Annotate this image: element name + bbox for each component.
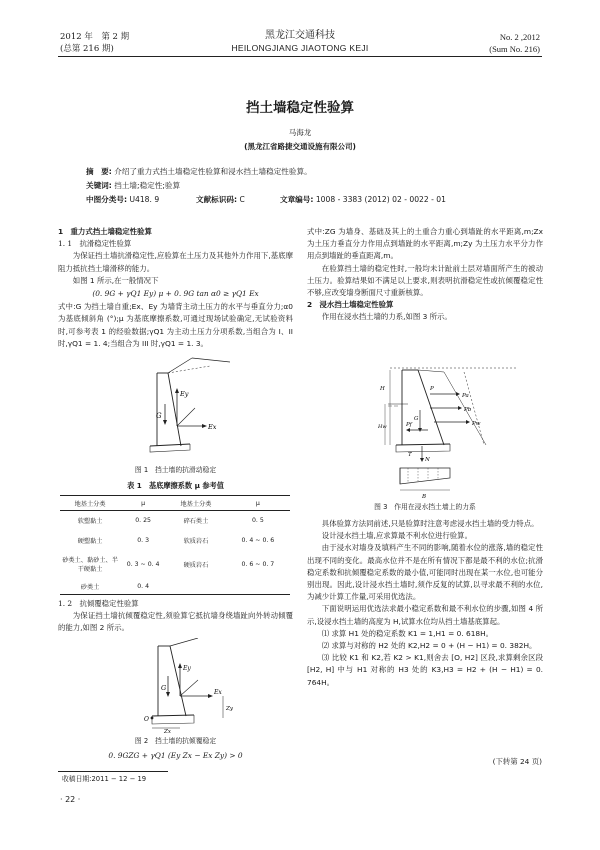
fig3-label-g: G (414, 416, 419, 422)
fig1-label-ey: Ey (180, 390, 189, 398)
continued-note: (下转第 24 页) (492, 757, 542, 766)
fig3-label-pf: Pf (406, 422, 412, 428)
fig2-label-o: O (144, 716, 149, 723)
table-row (60, 531, 290, 551)
step-3: ⑶ 比较 K1 和 K2,若 K2 > K1,则舍去 [O, H2] 区段,求算剩余区段 [H2, H] 中与 H1 对称的 H3 处的 K3,H3 = H2 + (H − H1) = 0. 764H。 (307, 653, 543, 687)
received-date: 收稿日期:2011 − 12 − 19 (62, 775, 147, 783)
paper-title: 挡土墙稳定性验算 (246, 100, 354, 116)
step-2: ⑵ 求算与对称的 H2 处的 K2,H2 = 0 + (H − H1) = 0. 382H。 (321, 641, 537, 651)
paragraph-1: 为保证挡土墙抗滑稳定性,应验算在土压力及其他外力作用下,基底摩阻力抵抗挡土墙滑移的能力。 (58, 251, 293, 273)
table-cell (166, 579, 226, 595)
fig2-label-ex: Ex (214, 689, 222, 696)
table-cell: 0. 4 ~ 0. 6 (241, 537, 275, 544)
fig3-label-p: P (430, 386, 434, 392)
keywords-text: 挡土墙;稳定性;验算 (114, 181, 181, 190)
table-cell: 软质岩石 (183, 538, 209, 545)
doc-code (196, 194, 245, 206)
paragraph-10: 由于浸水对墙身及填料产生不同的影响,随着水位的涨落,墙的稳定性出现不同的变化。最高水位并不是在所有情况下都是最不利的水位;抗滑稳定系数和抗倾覆稳定系数的最小值,可能同时出现在某一水位,也可能分别出现。因此,设计浸水挡土墙时,须作反复的试算,以寻求最不利的水位,为减少计算工作量,可采用优选法。 (307, 543, 543, 602)
fig3-label-pw: Pw (472, 421, 481, 427)
formula-sliding: (0. 9G + γQ1 Ey) μ + 0. 9G tan α0 ≥ γQ1 Ex (92, 289, 259, 299)
table-header-row (60, 496, 290, 511)
table-row (60, 511, 290, 531)
keywords-label: 关键词: (86, 181, 112, 190)
paragraph-5: 式中:ZG 为墙身、基础及其上的土重合力重心到墙趾的水平距离,m;Zx 为土压力垂直分力作用点到墙趾的水平距离,m;Zy 为土压力水平分力作用点到墙趾的垂直距离,m。 (307, 227, 543, 261)
paragraph-9: 设计浸水挡土墙,应求算最不利水位进行验算。 (321, 531, 472, 541)
table-cell: 砂类土、黏砂土、半干硬黏土 (62, 556, 118, 573)
table-cell: 软塑黏土 (77, 518, 103, 526)
article-no-value: 1008 - 3383 (2012) 02 - 0022 - 01 (315, 195, 446, 204)
paragraph-7: 作用在浸水挡土墙的力系,如图 3 所示。 (321, 312, 452, 322)
abstract-text: 介绍了重力式挡土墙稳定性验算和浸水挡土墙稳定性验算。 (114, 167, 312, 176)
keywords (86, 180, 180, 192)
fig2-label-zx: Zx (164, 729, 171, 733)
figure-3-caption: 图 3 作用在浸水挡土墙上的力系 (374, 503, 476, 511)
paragraph-11: 下面说明运用优选法求最小稳定系数和最不利水位的步骤,如图 4 所示,设浸水挡土墙的高度为 H,试算水位均从挡土墙基底算起。 (307, 604, 543, 626)
header-sum-number: (Sum No. 216) (489, 44, 540, 54)
table-header-cell: μ (226, 496, 290, 511)
table-cell: 碎石类土 (183, 518, 209, 526)
section-1-heading: 1 重力式挡土墙稳定性验算 (58, 227, 152, 236)
table-header-cell: 地基土分类 (60, 496, 120, 511)
header-rule (58, 56, 542, 57)
figure-3-submerged-wall-diagram (378, 360, 528, 500)
paragraph-2: 如图 1 所示,在一般情况下 (72, 275, 159, 285)
fig3-label-h: H (380, 386, 385, 392)
table-cell: 0. 25 (135, 517, 151, 525)
clc-number (86, 194, 159, 206)
page-number: · 22 · (60, 795, 81, 804)
fig3-label-pb: Pb (464, 407, 472, 413)
table-cell: 硬质岩石 (183, 562, 209, 569)
figure-2-caption: 图 2 挡土墙的抗倾覆稳定 (134, 737, 217, 745)
fig3-label-hw: Hw (378, 424, 387, 430)
header-issue: 2012 年 第 2 期 (60, 32, 130, 42)
table-cell: 0. 3 ~ 0. 4 (126, 561, 160, 568)
figure-1-caption: 图 1 挡土墙的抗滑动稳定 (134, 466, 217, 474)
paragraph-8: 具体验算方法同前述,只是验算时注意考虑浸水挡土墙的受力特点。 (321, 519, 539, 528)
table-cell: 硬塑黏土 (77, 538, 103, 545)
table-cell: 0. 6 ~ 0. 7 (241, 561, 275, 568)
section-2-heading: 2 浸水挡土墙稳定性验算 (307, 300, 394, 310)
figure-1-sliding-diagram (120, 356, 250, 456)
right-column-bottom (307, 518, 543, 689)
fig3-label-pa: Pa (462, 393, 469, 399)
fig2-label-zy: Zy (226, 706, 233, 712)
table-1-caption: 表 1 基底摩擦系数 μ 参考值 (127, 481, 224, 490)
journal-name-en: HEILONGJIANG JIAOTONG KEJI (231, 43, 369, 53)
fig1-label-g: G (156, 412, 162, 420)
table-cell: 砂类土 (60, 579, 120, 595)
journal-name-cn: 黑龙江交通科技 (265, 30, 335, 41)
fig3-label-b: B (422, 494, 427, 500)
paragraph-6: 在验算挡土墙的稳定性时,一般均未计趾前土层对墙面所产生的被动土压力。验算结果如不满足以上要求,则表明抗滑稳定性或抗倾覆稳定性不够,应改变墙身断面尺寸重新核算。 (307, 263, 543, 298)
formula-overturning: 0. 9GZG + γQ1 (Ey Zx − Ex Zy) > 0 (108, 751, 243, 760)
article-no-label: 文章编号: (280, 195, 314, 204)
table-header-cell: 地基土分类 (166, 496, 226, 511)
fig3-label-n: N (425, 457, 430, 463)
figure-2-overturning-diagram (128, 638, 248, 733)
table-cell: 0. 5 (251, 517, 264, 525)
paragraph-3: 式中:G 为挡土墙自重;Ex、Ey 为墙背主动土压力的水平与垂直分力;α0 为基底倾斜角 (°);μ 为基底摩擦系数,可通过现场试验确定,无试验资料时,可参考表 1 的经验数据;γQ1 为主动土压力分项系数,当组合为 I、II 时,γQ1 = 1. 4;当组合为 III 时,γQ1 = 1. 3。 (58, 302, 293, 348)
fig2-label-g: G (161, 684, 167, 692)
table-cell: 0. 4 (120, 579, 166, 595)
abstract (86, 166, 312, 178)
header-number: No. 2 ,2012 (499, 32, 540, 42)
abstract-label: 摘 要: (86, 167, 112, 176)
friction-coefficient-table (60, 495, 290, 595)
doc-code-label: 文献标识码: (196, 195, 238, 204)
paragraph-4: 为保证挡土墙抗倾覆稳定性,须验算它抵抗墙身绕墙趾向外转动倾覆的能力,如图 2 所示。 (58, 611, 293, 633)
affiliation: (黑龙江省路捷交通设施有限公司) (244, 142, 356, 151)
footnote-rule (58, 771, 168, 772)
clc-label: 中图分类号: (86, 195, 128, 204)
table-cell (226, 579, 290, 595)
author: 马海龙 (288, 128, 312, 137)
left-column-top (58, 226, 293, 350)
article-number (280, 194, 446, 206)
step-1: ⑴ 求算 H1 处的稳定系数 K1 = 1,H1 = 0. 618H。 (321, 628, 494, 638)
table-header-cell: μ (120, 496, 166, 511)
fig3-label-t: T (408, 452, 412, 458)
table-row (60, 579, 290, 595)
table-cell: 0. 3 (137, 537, 150, 544)
clc-value: U418. 9 (129, 195, 160, 204)
table-row (60, 551, 290, 579)
fig2-label-ey: Ey (183, 665, 191, 672)
left-column-mid (58, 598, 293, 635)
right-column-top (307, 226, 543, 324)
fig1-label-ex: Ex (208, 423, 217, 431)
section-1-1-heading: 1. 1 抗滑稳定性验算 (58, 239, 132, 249)
section-1-2-heading: 1. 2 抗倾覆稳定性验算 (58, 599, 139, 608)
doc-code-value: C (239, 195, 245, 204)
header-total-issue: (总第 216 期) (60, 44, 114, 54)
